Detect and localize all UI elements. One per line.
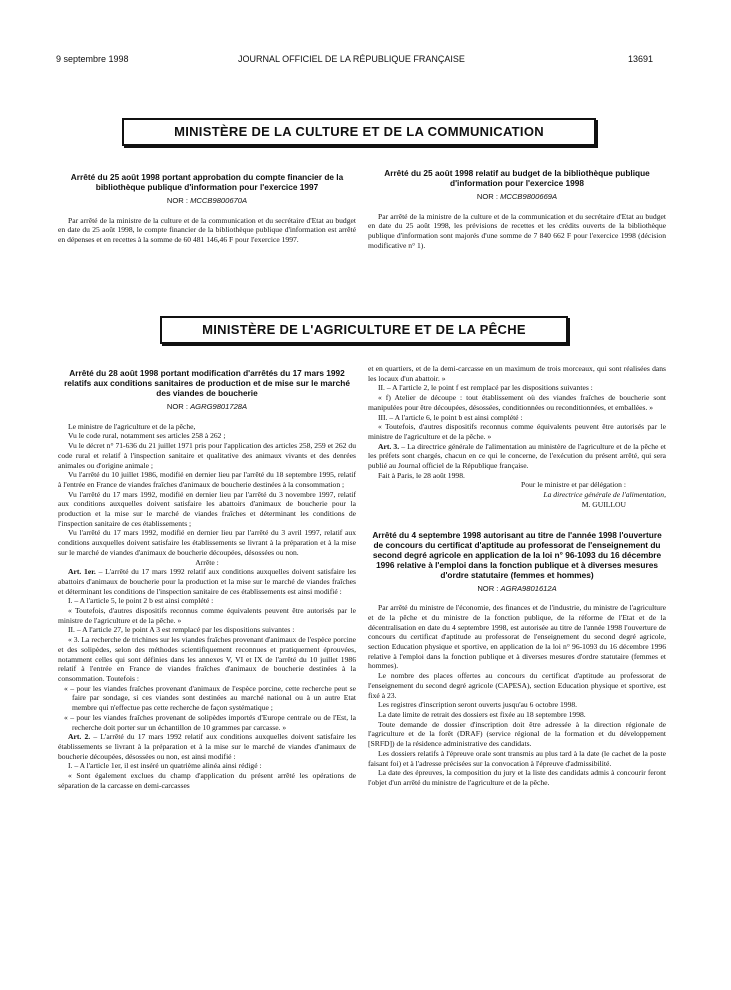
article-1	[58, 567, 356, 596]
continuation-paragraph: III. – A l'article 6, le point b est ainsi complété :	[378, 412, 523, 422]
article-2-item: « Sont également exclues du champ d'application du présent arrêté les opérations de séparation de la carcasse en demi-carcasses	[58, 771, 356, 790]
arrete3-title: Arrêté du 28 août 1998 portant modification d'arrêtés du 17 mars 1992 relatifs aux conditions sanitaires de production et de mise sur le marché des viandes de boucherie	[64, 368, 350, 398]
arrete4-nor-code: AGRA9801612A	[500, 583, 557, 593]
article-1-item: II. – A l'article 27, le point A 3 est remplacé par les dispositions suivantes :	[68, 625, 295, 635]
dash-item: « – pour les viandes fraîches provenant d'animaux de l'espèce porcine, cette recherche peut se faire par sondage, si ces viandes sont destinées au marché national ou à un autre Etat membre qui n'effectue pas cette recherche de façon systématique ;	[64, 683, 356, 713]
header-journal: JOURNAL OFFICIEL DE LA RÉPUBLIQUE FRANÇAISE	[238, 54, 465, 64]
visa: Vu l'arrêté du 17 mars 1992, modifié en dernier lieu par l'arrêté du 3 novembre 1997, relatif aux conditions auxquelles doivent satisfaire les abattoirs d'animaux de boucherie pour la production et la mise sur le marché de viandes fraîches et déterminant les conditions de l'inspection sanitaire de ces établissements ;	[58, 489, 356, 528]
arrete4-paragraph: Le nombre des places offertes au concours du certificat d'aptitude au professorat de l'enseignement du second degré agricole (CAPESA), section Education physique et sportive, est fixé à 23.	[368, 671, 666, 700]
article-3-text: – La directrice générale de l'alimentation au ministère de l'agriculture et de la pêche et les préfets sont chargés, chacun en ce qui le concerne, de l'exécution du présent arrêté, qui sera publié au Journal officiel de la République française.	[368, 441, 666, 471]
dash-item: « – pour les viandes fraîches provenant de solipèdes importés d'Europe centrale ou de l'Est, la recherche doit porter sur un échantillon de 10 grammes par carcasse. »	[64, 712, 356, 732]
article-3-label: Art. 3.	[378, 441, 400, 451]
arrete1-body: Par arrêté de la ministre de la culture et de la communication et du secrétaire d'Etat au budget en date du 25 août 1998, le compte financier de la bibliothèque publique d'information est arrêté en dépenses et en recettes à la somme de 60 481 146,46 F pour l'exercice 1997.	[58, 215, 356, 245]
ministry-agriculture-title: MINISTÈRE DE L'AGRICULTURE ET DE LA PÊCHE	[202, 322, 526, 337]
arrete1-title: Arrêté du 25 août 1998 portant approbation du compte financier de la bibliothèque publique d'information pour l'exercice 1997	[70, 172, 344, 192]
arrete3-nor: NOR : AGRG9801728A	[166, 402, 248, 411]
signature-delegation: Pour le ministre et par délégation :	[520, 480, 626, 490]
arrete4-paragraph: Par arrêté du ministre de l'économie, des finances et de l'industrie, du ministre de l'agriculture et de la pêche et du ministre de la fonction publique, de la réforme de l'Etat et de la décentralisation en date du 4 septembre 1998, est autorisée au titre de l'année 1998 l'ouverture de concours du certificat d'aptitude au professorat de l'enseignement du second degré agricole, section Education physique et sportive, en application de la loi n° 96-1093 du 16 décembre 1996 relative à l'emploi dans la fonction publique et à diverses mesures d'ordre statutaire (femmes et hommes).	[368, 603, 666, 671]
arrete4-nor: NOR : AGRA9801612A	[477, 583, 557, 593]
article-1-text: – L'arrêté du 17 mars 1992 relatif aux conditions auxquelles doivent satisfaire les abattoirs d'animaux de boucherie pour la production et la mise sur le marché de viandes fraîches et déterminant les conditions de l'inspection sanitaire de ces établissements est ainsi modifié :	[58, 567, 356, 596]
visa: Vu le code rural, notamment ses articles 258 à 262 ;	[68, 431, 226, 441]
ministry-culture-banner	[122, 118, 596, 146]
left-column	[58, 368, 356, 790]
article-2-label: Art. 2.	[68, 732, 91, 742]
arrete-label: Arrête :	[195, 557, 219, 567]
visa: Vu l'arrêté du 17 mars 1992, modifié en dernier lieu par l'arrêté du 3 avril 1997, relatif aux conditions auxquelles doivent satisfaire les établissements se livrant à la préparation et à la mise sur le marché de viandes d'animaux de boucherie découpées, désossées ou non.	[58, 528, 356, 557]
arrete4-paragraph: Les dossiers relatifs à l'épreuve orale sont transmis au plus tard à la date (le cachet de la poste faisant foi) et à l'adresse précisées sur la convocation à l'épreuve d'admissibilité.	[368, 748, 666, 768]
arrete2-body: Par arrêté de la ministre de la culture et de la communication et du secrétaire d'Etat au budget en date du 25 août 1998, les prévisions de recettes et les crédits ouverts de la bibliothèque publique d'information sont majorés d'une somme de 7 840 662 F pour l'exercice 1998 (décision modificative n° 1).	[368, 211, 666, 250]
article-2-item: I. – A l'article 1er, il est inséré un quatrième alinéa ainsi rédigé :	[68, 761, 262, 771]
arrete4-paragraph: La date des épreuves, la composition du jury et la liste des candidats admis à concourir feront l'objet d'un arrêté du ministre de l'agriculture et de la pêche.	[368, 768, 666, 787]
arrete4-title: Arrêté du 4 septembre 1998 autorisant au titre de l'année 1998 l'ouverture de concours du certificat d'aptitude au professorat de l'enseignement du second degré agricole en application de la loi n° 96-1093 du 16 décembre 1996 relative à l'emploi dans la fonction publique et à diverses mesures d'ordre statutaire (femmes et hommes)	[372, 529, 662, 580]
continuation-paragraph: « f) Atelier de découpe : tout établissement où des viandes fraîches de boucherie sont manipulées pour être découpées, désossées, conditionnées ou reconditionnées, et emballées. »	[368, 393, 666, 412]
arrete2-nor-code: MCCB9800669A	[500, 192, 558, 201]
ministry-agriculture-banner	[160, 316, 568, 344]
arrete2-title: Arrêté du 25 août 1998 relatif au budget de la bibliothèque publique d'information pour l'exercice 1998	[384, 168, 650, 188]
arrete2-nor: NOR : MCCB9800669A	[476, 192, 558, 201]
article-1-label: Art. 1er.	[68, 567, 96, 577]
header-page: 13691	[628, 54, 654, 64]
article-1-item: I. – A l'article 5, le point 2 b est ainsi complété :	[68, 596, 214, 606]
visa: Le ministre de l'agriculture et de la pêche,	[68, 421, 196, 431]
continuation-paragraph: et en quartiers, et de la demi-carcasse en un maximum de trois morceaux, qui sont réalisées dans les locaux d'un abattoir. »	[368, 364, 666, 383]
header-date: 9 septembre 1998	[56, 54, 129, 64]
signature-place-date: Fait à Paris, le 28 août 1998.	[378, 470, 465, 480]
visa: Vu le décret n° 71-636 du 21 juillet 1971 pris pour l'application des articles 258, 259 et 262 du code rural et relatif à l'inspection sanitaire et qualitative des animaux vivants et des denrées animales ou d'origine animale ;	[58, 441, 356, 470]
arrete1-column	[58, 172, 356, 245]
arrete4-paragraph: Les registres d'inscription seront ouverts jusqu'au 6 octobre 1998.	[378, 700, 578, 710]
arrete3-nor-code: AGRG9801728A	[190, 402, 248, 411]
arrete4-paragraph: La date limite de retrait des dossiers est fixée au 18 septembre 1998.	[378, 709, 586, 719]
article-1-item: « 3. La recherche de trichines sur les viandes fraîches provenant d'animaux de l'espèce porcine et des solipèdes, selon des méthodes scientifiquement reconnues et pratiquement éprouvées, notamment celles qui sont définies dans les annexes V, VI et IX de l'arrêté du 10 juillet 1986 relatif à l'entrée en France de viandes fraîches d'animaux de boucherie destinées à la consommation. Toutefois :	[58, 635, 356, 683]
article-1-item: « Toutefois, d'autres dispositifs reconnus comme équivalents peuvent être autorisés par le ministre de l'agriculture et de la pêche. »	[58, 606, 356, 625]
arrete2-column	[368, 168, 666, 251]
arrete1-nor-code: MCCB9800670A	[190, 196, 248, 205]
visa: Vu l'arrêté du 10 juillet 1986, modifié en dernier lieu par l'arrêté du 18 septembre 1995, relatif à l'entrée en France de viandes fraîches d'animaux de boucherie destinées à la consommation ;	[58, 470, 356, 489]
arrete1-nor: NOR : MCCB9800670A	[166, 196, 248, 205]
arrete4-paragraph: Toute demande de dossier d'inscription doit être adressée à la direction régionale de l'agriculture et de la forêt (DRAF) (service régional de la formation et du développement [SRFD]) de la résidence administrative des candidats.	[368, 719, 666, 749]
signature-name: M. GUILLOU	[581, 499, 626, 509]
article-2-text: – L'arrêté du 17 mars 1992 relatif aux conditions auxquelles doivent satisfaire les établissements se livrant à la préparation et à la mise sur le marché de viandes d'animaux de boucherie découpées, désossées ou non, est ainsi modifié :	[58, 732, 356, 761]
article-3	[368, 442, 666, 471]
article-2	[58, 732, 356, 761]
continuation-paragraph: II. – A l'article 2, le point f est remplacé par les dispositions suivantes :	[378, 383, 593, 393]
ministry-culture-title: MINISTÈRE DE LA CULTURE ET DE LA COMMUNICATION	[174, 124, 544, 139]
continuation-paragraph: « Toutefois, d'autres dispositifs reconnus comme équivalents peuvent être autorisés par le ministre de l'agriculture et de la pêche. »	[368, 422, 666, 441]
right-column	[368, 364, 666, 788]
signature-role: La directrice générale de l'alimentation,	[543, 490, 666, 500]
